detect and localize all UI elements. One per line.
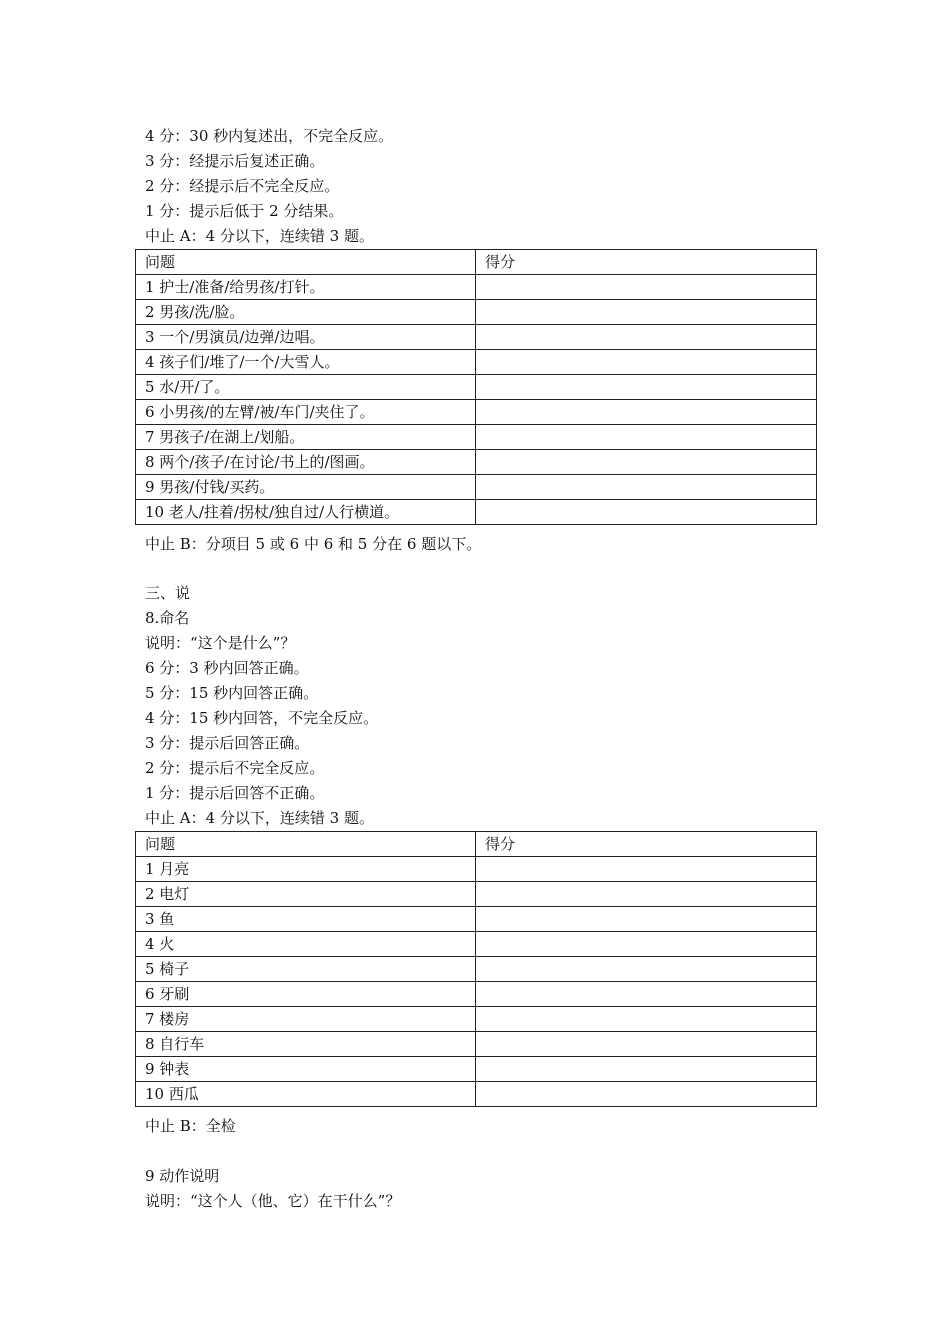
score-cell[interactable] [476, 882, 817, 907]
criteria-line: 4 分：30 秒内复述出，不完全反应。 [145, 127, 394, 145]
subsection-heading: 9 动作说明 [145, 1167, 220, 1185]
question-cell: 2 男孩/洗/脸。 [136, 300, 476, 325]
table-header-row [136, 250, 817, 275]
score-cell[interactable] [476, 300, 817, 325]
header-question: 问题 [136, 250, 476, 275]
question-cell: 3 一个/男演员/边弹/边唱。 [136, 325, 476, 350]
table-row [136, 350, 817, 375]
score-cell[interactable] [476, 400, 817, 425]
criteria-line: 3 分：经提示后复述正确。 [145, 152, 325, 170]
table-header-row [136, 832, 817, 857]
stop-rule-b: 中止 B：分项目 5 或 6 中 6 和 5 分在 6 题以下。 [145, 535, 482, 553]
question-cell: 10 西瓜 [136, 1082, 476, 1107]
score-cell[interactable] [476, 275, 817, 300]
criteria-line: 1 分：提示后低于 2 分结果。 [145, 202, 344, 220]
criteria-line: 4 分：15 秒内回答，不完全反应。 [145, 709, 379, 727]
header-score: 得分 [476, 250, 817, 275]
question-cell: 6 牙刷 [136, 982, 476, 1007]
question-cell: 1 月亮 [136, 857, 476, 882]
table-row [136, 325, 817, 350]
stop-rule-a: 中止 A：4 分以下，连续错 3 题。 [145, 227, 374, 245]
question-cell: 10 老人/拄着/拐杖/独自过/人行横道。 [136, 500, 476, 525]
question-cell: 8 两个/孩子/在讨论/书上的/图画。 [136, 450, 476, 475]
question-cell: 7 楼房 [136, 1007, 476, 1032]
score-cell[interactable] [476, 1032, 817, 1057]
question-cell: 8 自行车 [136, 1032, 476, 1057]
score-cell[interactable] [476, 425, 817, 450]
score-cell[interactable] [476, 932, 817, 957]
repeat-score-table [135, 249, 817, 525]
question-cell: 4 火 [136, 932, 476, 957]
table-row [136, 300, 817, 325]
section-heading: 三、说 [145, 584, 191, 602]
score-cell[interactable] [476, 475, 817, 500]
question-cell: 9 钟表 [136, 1057, 476, 1082]
table-row [136, 882, 817, 907]
score-cell[interactable] [476, 500, 817, 525]
score-cell[interactable] [476, 1082, 817, 1107]
table-row [136, 1082, 817, 1107]
table-row [136, 425, 817, 450]
table-row [136, 375, 817, 400]
score-cell[interactable] [476, 957, 817, 982]
score-cell[interactable] [476, 982, 817, 1007]
score-cell[interactable] [476, 857, 817, 882]
table-row [136, 450, 817, 475]
criteria-line: 2 分：经提示后不完全反应。 [145, 177, 340, 195]
criteria-line: 5 分：15 秒内回答正确。 [145, 684, 319, 702]
table-row [136, 475, 817, 500]
criteria-line: 1 分：提示后回答不正确。 [145, 784, 325, 802]
instruction-text: 说明：“这个是什么”？ [145, 634, 296, 652]
instruction-text: 说明：“这个人（他、它）在干什么”？ [145, 1192, 401, 1210]
stop-rule-b: 中止 B：全检 [145, 1117, 236, 1135]
question-cell: 7 男孩子/在湖上/划船。 [136, 425, 476, 450]
table-row [136, 857, 817, 882]
subsection-heading: 8.命名 [145, 609, 190, 627]
question-cell: 9 男孩/付钱/买药。 [136, 475, 476, 500]
question-cell: 5 椅子 [136, 957, 476, 982]
table-row [136, 500, 817, 525]
score-cell[interactable] [476, 325, 817, 350]
question-cell: 5 水/开/了。 [136, 375, 476, 400]
stop-rule-a: 中止 A：4 分以下，连续错 3 题。 [145, 809, 374, 827]
score-cell[interactable] [476, 1057, 817, 1082]
table-row [136, 1057, 817, 1082]
header-score: 得分 [476, 832, 817, 857]
score-cell[interactable] [476, 907, 817, 932]
criteria-line: 2 分：提示后不完全反应。 [145, 759, 325, 777]
table-row [136, 982, 817, 1007]
score-cell[interactable] [476, 450, 817, 475]
table-row [136, 1032, 817, 1057]
header-question: 问题 [136, 832, 476, 857]
question-cell: 3 鱼 [136, 907, 476, 932]
table-row [136, 907, 817, 932]
score-cell[interactable] [476, 1007, 817, 1032]
table-row [136, 957, 817, 982]
criteria-line: 6 分：3 秒内回答正确。 [145, 659, 309, 677]
question-cell: 6 小男孩/的左臂/被/车门/夹住了。 [136, 400, 476, 425]
score-cell[interactable] [476, 350, 817, 375]
question-cell: 2 电灯 [136, 882, 476, 907]
table-row [136, 932, 817, 957]
table-row [136, 1007, 817, 1032]
score-cell[interactable] [476, 375, 817, 400]
question-cell: 1 护士/准备/给男孩/打针。 [136, 275, 476, 300]
naming-score-table [135, 831, 817, 1107]
table-row [136, 275, 817, 300]
table-row [136, 400, 817, 425]
question-cell: 4 孩子们/堆了/一个/大雪人。 [136, 350, 476, 375]
criteria-line: 3 分：提示后回答正确。 [145, 734, 310, 752]
